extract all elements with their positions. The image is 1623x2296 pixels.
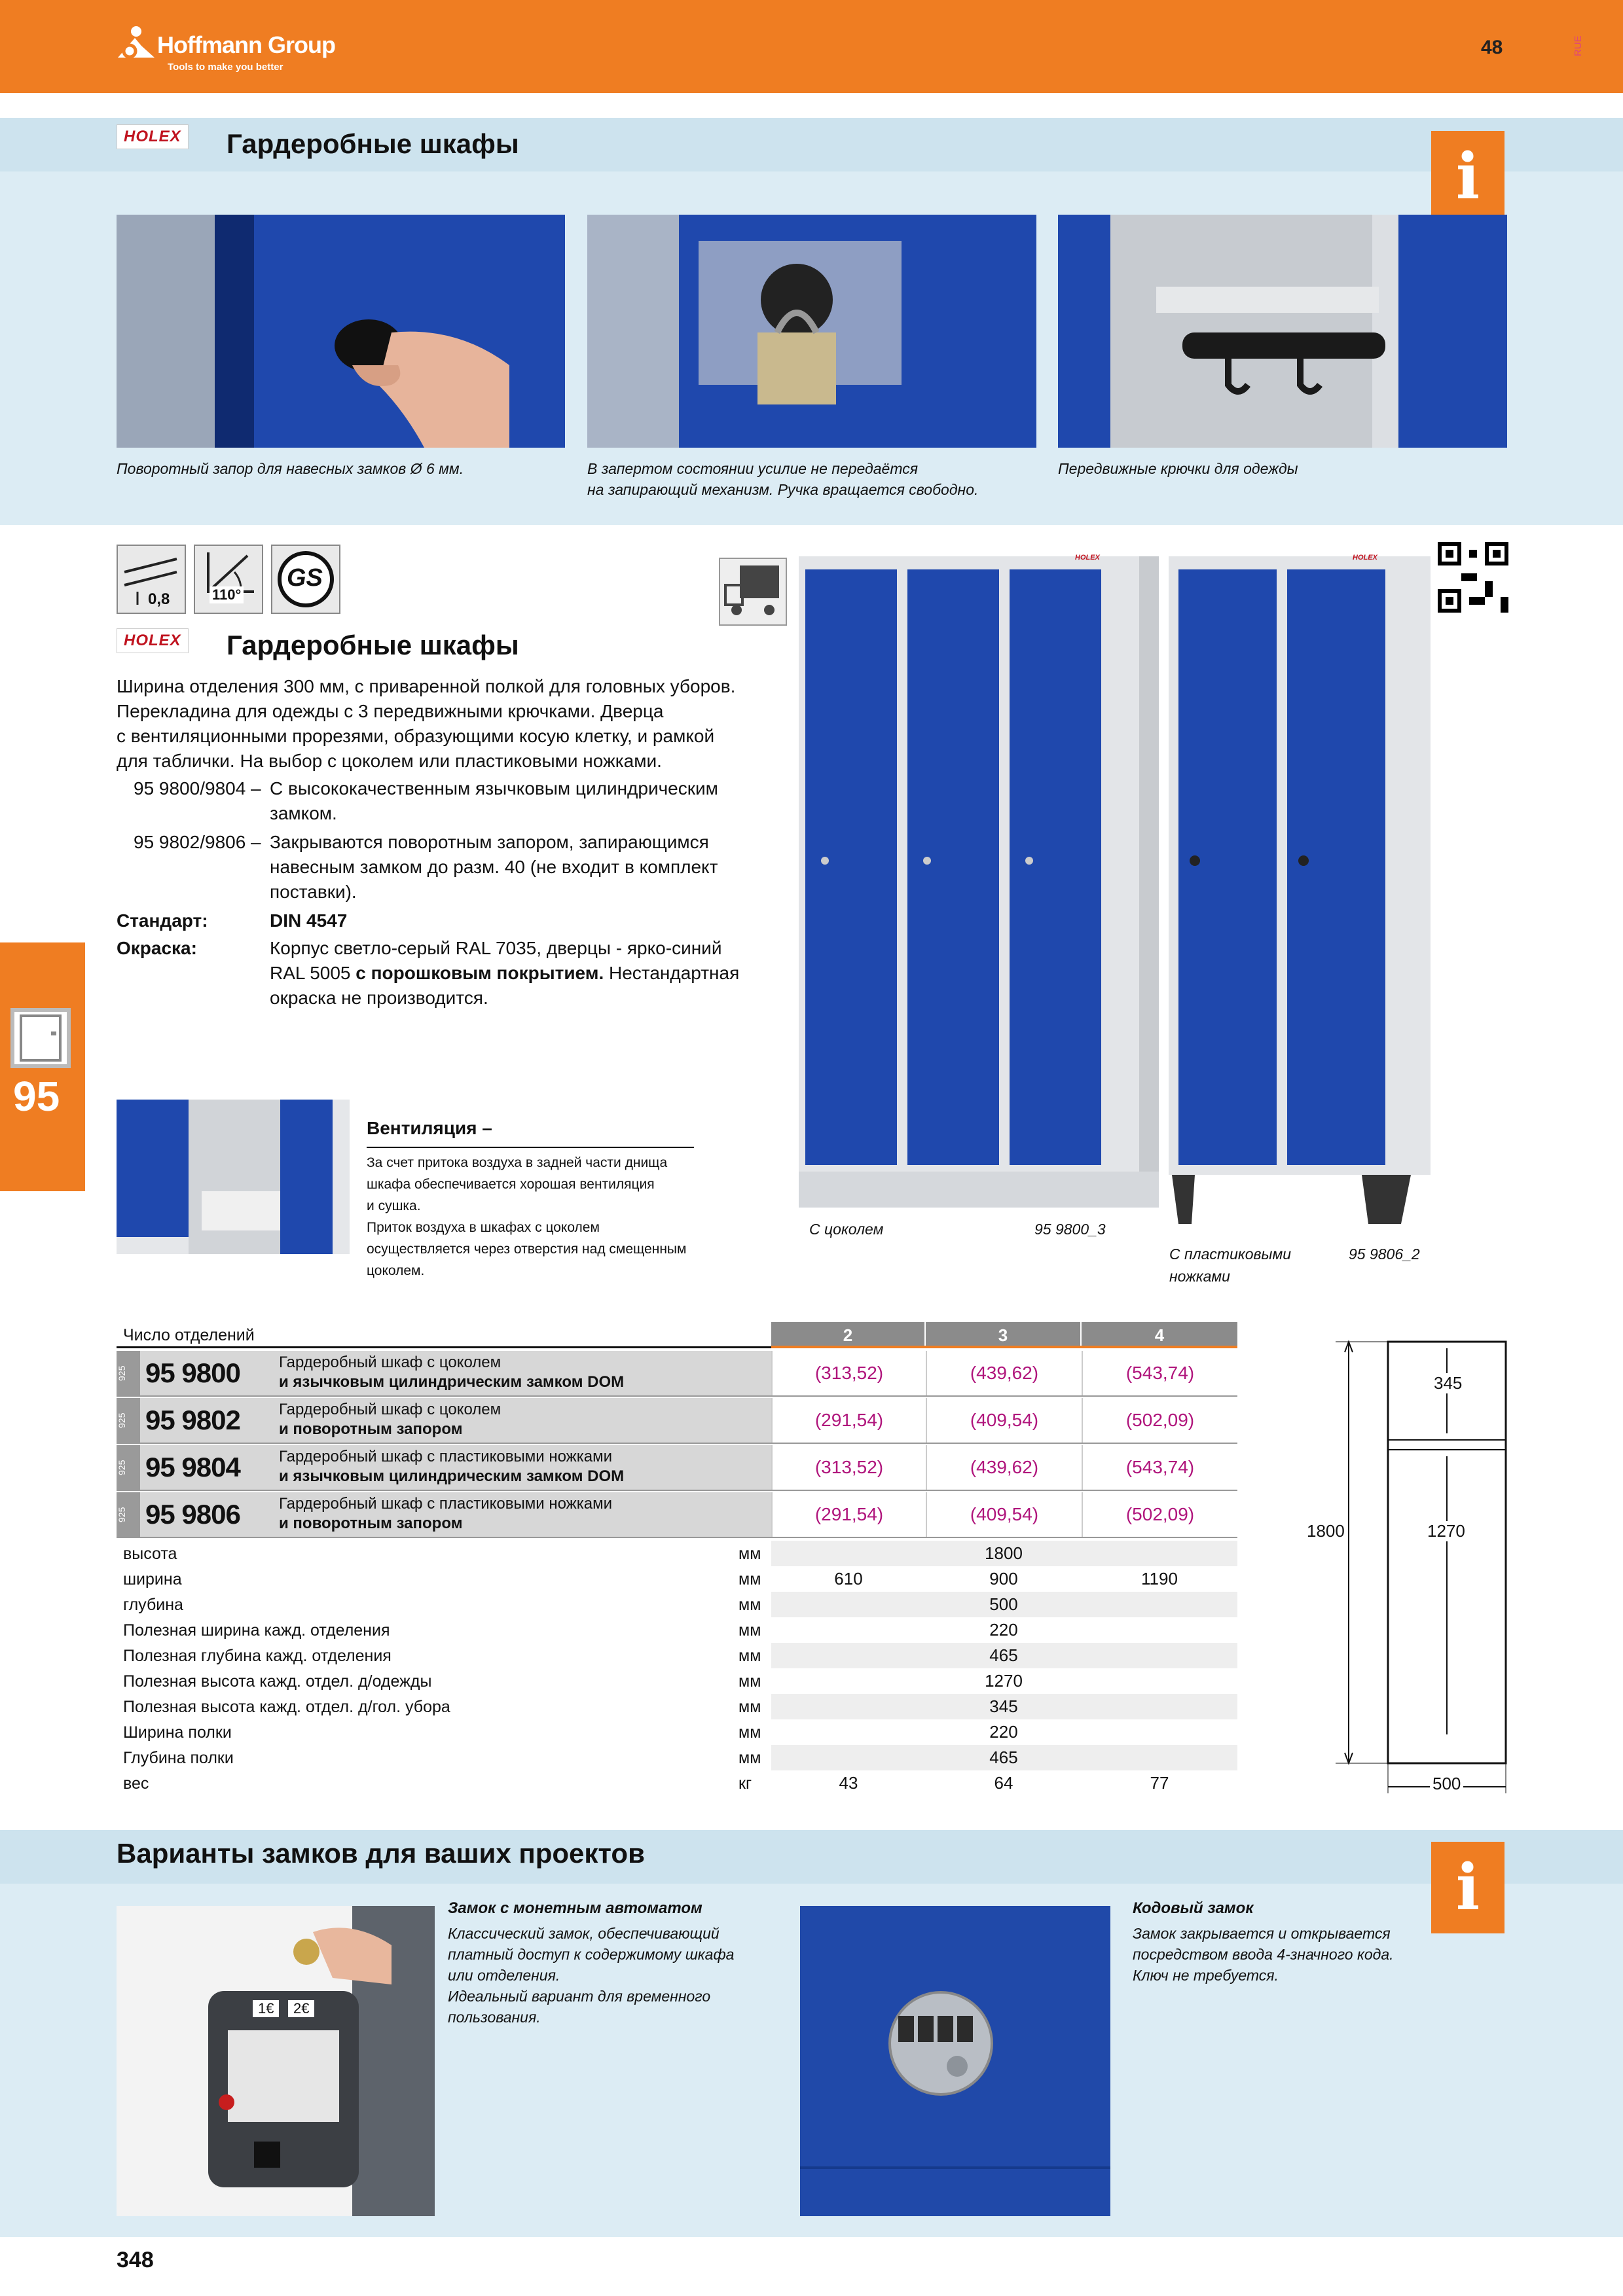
product-line-2: и поворотным запором [279, 1515, 463, 1532]
spec-value: 64 [994, 1773, 1013, 1793]
photo-hooks [1058, 215, 1507, 448]
product-desc-2: Перекладина для одежды с 3 передвижными крючками. Дверца [117, 701, 664, 721]
spec-unit: мм [739, 1698, 761, 1716]
coin-lock-photo [117, 1906, 435, 2216]
cabinet-caption-right-2: ножками [1169, 1268, 1230, 1285]
spec-value: 345 [989, 1696, 1018, 1716]
price-cell: (409,54) [926, 1492, 1082, 1537]
product-row [117, 1351, 1237, 1395]
spec-value: 1270 [985, 1671, 1023, 1691]
spec-value [771, 1617, 926, 1643]
spec-unit: мм [739, 1749, 761, 1767]
cabinet-caption-left: С цоколем [809, 1221, 884, 1238]
cabinet-code-right: 95 9806_2 [1349, 1246, 1420, 1263]
spec-row [117, 1694, 1237, 1719]
caption-padlock-2: на запирающий механизм. Ручка вращается свободно. [587, 481, 979, 498]
spec-value [1082, 1592, 1237, 1617]
spec-value: 900 [989, 1569, 1018, 1588]
spec-value: 465 [989, 1645, 1018, 1665]
delivery-truck-icon [719, 558, 787, 626]
price-cell: (439,62) [926, 1351, 1082, 1395]
product-row [117, 1445, 1237, 1490]
page-number-top: 48 [1481, 37, 1503, 58]
coin-label-1: 1€ [253, 2000, 279, 2017]
spec-row [117, 1770, 1237, 1796]
code-line: Замок закрывается и открывается [1133, 1925, 1391, 1942]
column-3: 3 [926, 1322, 1082, 1348]
spec-row [117, 1643, 1237, 1668]
price-cell: (291,54) [771, 1492, 926, 1537]
product-code: 95 9800 [145, 1357, 240, 1388]
vent-line: Приток воздуха в шкафах с цоколем [367, 1220, 600, 1235]
spec-value: 1800 [985, 1543, 1023, 1563]
spec-value: 500 [989, 1594, 1018, 1614]
code-lock-photo [800, 1906, 1110, 2216]
variant-text-2b: навесным замком до разм. 40 (не входит в комплект [270, 857, 718, 877]
spec-value: 220 [989, 1620, 1018, 1640]
cabinet-caption-right-1: С пластиковыми [1169, 1246, 1292, 1263]
spec-value [1082, 1719, 1237, 1745]
holex-badge: HOLEX [117, 124, 189, 149]
holex-badge-product: HOLEX [117, 628, 189, 653]
price-cell: (409,54) [926, 1398, 1082, 1443]
spec-value [1082, 1541, 1237, 1566]
variant-code-1: 95 9800/9804 – [134, 778, 261, 798]
coin-line: Идеальный вариант для временного [448, 1988, 711, 2005]
variant-text-2c: поставки). [270, 882, 357, 902]
spec-name: высота [123, 1545, 177, 1563]
spec-unit: мм [739, 1647, 761, 1665]
product-line-1: Гардеробный шкаф с цоколем [279, 1354, 501, 1371]
spec-name: Глубина полки [123, 1749, 234, 1767]
product-desc-4: для таблички. На выбор с цоколем или пластиковыми ножками. [117, 751, 662, 771]
ventilation-divider [367, 1147, 694, 1148]
row-divider [117, 1490, 1237, 1491]
product-title: Гардеробные шкафы [227, 630, 519, 660]
spec-name: Полезная глубина кажд. отделения [123, 1647, 392, 1665]
product-row [117, 1398, 1237, 1443]
hoffmann-logo-icon [115, 25, 157, 62]
paint-nonstd: Нестандартная [604, 963, 740, 983]
paint-ral: RAL 5005 [270, 963, 356, 983]
ventilation-photo [117, 1100, 350, 1254]
angle-value: 110° [210, 586, 244, 603]
cabinet-code-left: 95 9800_3 [1034, 1221, 1106, 1238]
variant-text-2a: Закрываются поворотным запором, запирающимся [270, 832, 709, 852]
cabinet-logo-right: HOLEX [1353, 554, 1377, 562]
spec-row [117, 1719, 1237, 1745]
spec-row [117, 1566, 1237, 1592]
product-line-2: и язычковым цилиндрическим замком DOM [279, 1373, 625, 1391]
product-desc-3: с вентиляционными прорезями, образующими косую клетку, и рамкой [117, 726, 715, 746]
variant-code-2: 95 9802/9806 – [134, 832, 261, 852]
product-prefix: 925 [117, 1445, 140, 1490]
price-cell: (543,74) [1082, 1445, 1237, 1490]
spec-row [117, 1541, 1237, 1566]
spec-unit: мм [739, 1545, 761, 1563]
cabinet-chapter-icon [10, 1008, 71, 1068]
coin-label-2: 2€ [288, 2000, 314, 2017]
product-prefix: 925 [117, 1492, 140, 1537]
section-title: Гардеробные шкафы [227, 128, 519, 159]
variant-text-1a: С высококачественным язычковым цилиндрическим [270, 778, 718, 798]
code-line: Ключ не требуется. [1133, 1967, 1279, 1984]
spec-name: вес [123, 1774, 149, 1793]
standard-label: Стандарт: [117, 910, 208, 931]
vent-line: шкафа обеспечивается хорошая вентиляция [367, 1177, 655, 1192]
header-accent [771, 1346, 1237, 1348]
spec-value [1082, 1643, 1237, 1668]
variant-text-1b: замком. [270, 803, 337, 823]
vent-line: цоколем. [367, 1263, 425, 1278]
thickness-value: 0,8 [148, 590, 170, 608]
paint-line-1: Корпус светло-серый RAL 7035, дверцы - ярко-синий [270, 938, 722, 958]
dim-main: 1270 [1425, 1521, 1468, 1541]
product-prefix: 925 [117, 1398, 140, 1443]
spec-name: Полезная высота кажд. отдел. д/одежды [123, 1672, 432, 1691]
code-line: посредством ввода 4-значного кода. [1133, 1946, 1394, 1963]
price-cell: (291,54) [771, 1398, 926, 1443]
paint-line-3: окраска не производится. [270, 988, 488, 1008]
coin-line: пользования. [448, 2009, 541, 2026]
standard-value: DIN 4547 [270, 910, 348, 931]
dim-total: 1800 [1307, 1521, 1345, 1541]
spec-value [771, 1745, 926, 1770]
product-line-1: Гардеробный шкаф с цоколем [279, 1401, 501, 1418]
brand-tagline: Tools to make you better [168, 62, 283, 73]
door-angle-icon [194, 545, 263, 614]
spec-row [117, 1668, 1237, 1694]
locks-title: Варианты замков для ваших проектов [117, 1838, 645, 1869]
spec-name: Полезная ширина кажд. отделения [123, 1621, 390, 1640]
paint-powder: с порошковым покрытием. [356, 963, 604, 983]
spec-value: 1190 [1141, 1569, 1178, 1588]
spec-name: Ширина полки [123, 1723, 232, 1742]
spec-unit: кг [739, 1774, 752, 1793]
column-4: 4 [1082, 1322, 1237, 1348]
sheet-thickness-icon [117, 545, 186, 614]
spec-value: 465 [989, 1748, 1018, 1767]
spec-unit: мм [739, 1723, 761, 1742]
spec-unit: мм [739, 1570, 761, 1588]
spec-value [1082, 1617, 1237, 1643]
price-cell: (543,74) [1082, 1351, 1237, 1395]
spec-value [771, 1592, 926, 1617]
price-cell: (439,62) [926, 1445, 1082, 1490]
row-divider [117, 1537, 1237, 1538]
vent-line: осуществляется через отверстия над смещенным [367, 1242, 687, 1257]
info-icon-locks: i [1431, 1842, 1504, 1933]
table-head-label: Число отделений [117, 1322, 771, 1348]
ventilation-title: Вентиляция – [367, 1118, 492, 1138]
chapter-number: 95 [13, 1073, 60, 1120]
page-number-bottom: 348 [117, 2248, 154, 2272]
vent-line: и сушка. [367, 1198, 421, 1213]
product-line-2: и поворотным запором [279, 1420, 463, 1438]
row-divider [117, 1395, 1237, 1397]
spec-row [117, 1745, 1237, 1770]
spec-value: 220 [989, 1722, 1018, 1742]
spec-unit: мм [739, 1621, 761, 1640]
product-code: 95 9804 [145, 1452, 240, 1482]
cabinet-logo-left: HOLEX [1075, 554, 1100, 562]
caption-padlock-1: В запертом состоянии усилие не передаётся [587, 460, 919, 477]
caption-hooks: Передвижные крючки для одежды [1058, 460, 1298, 477]
product-code: 95 9802 [145, 1405, 240, 1435]
caption-rotary-latch: Поворотный запор для навесных замков Ø 6 мм. [117, 460, 464, 477]
product-prefix: 925 [117, 1351, 140, 1395]
spec-value: 610 [834, 1569, 863, 1588]
language-code: RUE [1573, 35, 1584, 56]
qr-code-icon[interactable] [1438, 542, 1508, 613]
spec-name: ширина [123, 1570, 182, 1588]
coin-lock-text [448, 1923, 734, 2028]
spec-value: 43 [839, 1773, 858, 1793]
vent-line: За счет притока воздуха в задней части днища [367, 1155, 668, 1170]
coin-lock-title: Замок с монетным автоматом [448, 1899, 702, 1917]
spec-value [771, 1541, 926, 1566]
spec-name: глубина [123, 1596, 183, 1614]
gs-certification-icon [271, 545, 340, 614]
coin-line: платный доступ к содержимому шкафа [448, 1946, 735, 1963]
column-2: 2 [771, 1322, 926, 1348]
table-header-row [117, 1322, 1237, 1348]
spec-value [1082, 1745, 1237, 1770]
product-line-2: и язычковым цилиндрическим замком DOM [279, 1467, 625, 1485]
product-line-1: Гардеробный шкаф с пластиковыми ножками [279, 1495, 612, 1513]
product-desc-1: Ширина отделения 300 мм, с приваренной полкой для головных уборов. [117, 676, 736, 696]
product-row [117, 1492, 1237, 1537]
spec-value [1082, 1694, 1237, 1719]
spec-value [771, 1668, 926, 1694]
product-code: 95 9806 [145, 1499, 240, 1530]
spec-unit: мм [739, 1672, 761, 1691]
spec-name: Полезная высота кажд. отдел. д/гол. убора [123, 1698, 450, 1716]
code-lock-title: Кодовый замок [1133, 1899, 1254, 1917]
paint-line-2 [270, 961, 739, 986]
paint-label: Окраска: [117, 938, 197, 958]
photo-padlock [587, 215, 1036, 448]
ventilation-text [367, 1152, 686, 1282]
product-line-1: Гардеробный шкаф с пластиковыми ножками [279, 1448, 612, 1465]
price-cell: (502,09) [1082, 1398, 1237, 1443]
coin-line: Классический замок, обеспечивающий [448, 1925, 720, 1942]
spec-value [1082, 1668, 1237, 1694]
dimension-drawing [1296, 1329, 1519, 1800]
spec-unit: мм [739, 1596, 761, 1614]
coin-line: или отделения. [448, 1967, 560, 1984]
code-lock-text [1133, 1923, 1394, 1986]
cabinet-illustrations [792, 550, 1447, 1270]
photo-rotary-latch [117, 215, 565, 448]
price-cell: (313,52) [771, 1445, 926, 1490]
dim-depth: 500 [1430, 1774, 1463, 1794]
info-icon: i [1431, 131, 1504, 223]
spec-value [771, 1694, 926, 1719]
spec-row [117, 1617, 1237, 1643]
row-divider [117, 1443, 1237, 1444]
price-cell: (313,52) [771, 1351, 926, 1395]
spec-row [117, 1592, 1237, 1617]
gs-label: GS [287, 564, 323, 592]
spec-value [771, 1643, 926, 1668]
brand-name: Hoffmann Group [157, 31, 335, 58]
dim-top: 345 [1431, 1373, 1465, 1393]
price-cell: (502,09) [1082, 1492, 1237, 1537]
spec-value: 77 [1150, 1773, 1169, 1793]
spec-value [771, 1719, 926, 1745]
